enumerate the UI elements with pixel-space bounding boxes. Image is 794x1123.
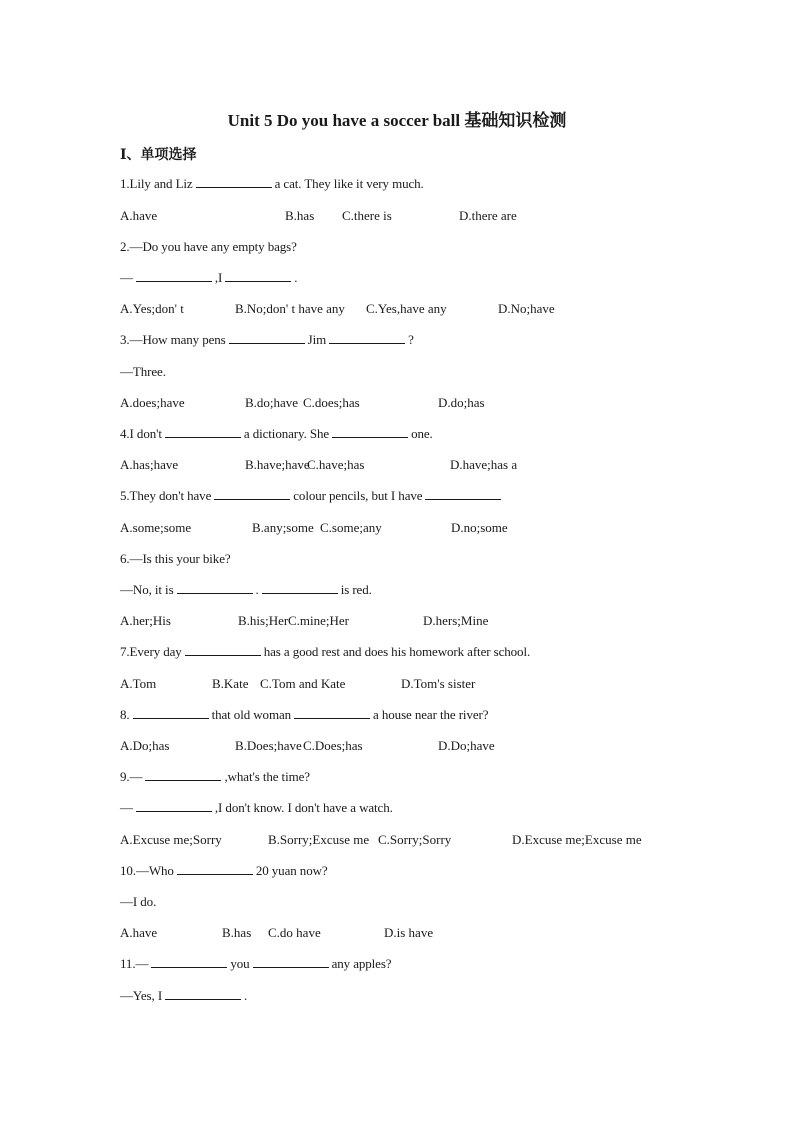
answer-blank[interactable]: [136, 800, 212, 812]
answer-blank[interactable]: [253, 956, 329, 968]
option-b[interactable]: B.Kate: [212, 676, 249, 691]
answer-blank[interactable]: [332, 426, 408, 438]
option-c[interactable]: C.have;has: [307, 457, 365, 472]
answer-blank[interactable]: [165, 988, 241, 1000]
answer-blank[interactable]: [136, 270, 212, 282]
question-4-stem: 4.I don't a dictionary. She one.: [120, 426, 433, 441]
option-d[interactable]: D.is have: [384, 925, 434, 940]
option-d[interactable]: D.No;have: [498, 301, 555, 316]
option-a[interactable]: A.Do;has: [120, 738, 170, 753]
option-a[interactable]: A.some;some: [120, 520, 192, 535]
option-b[interactable]: B.Does;have: [235, 738, 302, 753]
answer-blank[interactable]: [133, 707, 209, 719]
option-b[interactable]: B.do;have: [245, 395, 299, 410]
answer-blank[interactable]: [151, 956, 227, 968]
answer-blank[interactable]: [225, 270, 291, 282]
option-b[interactable]: B.any;some: [252, 520, 314, 535]
option-a[interactable]: A.does;have: [120, 395, 185, 410]
option-d[interactable]: D.Tom's sister: [401, 676, 476, 691]
question-5-stem: 5.They don't have colour pencils, but I have: [120, 488, 504, 504]
option-d[interactable]: D.do;has: [438, 395, 485, 410]
answer-blank[interactable]: [294, 707, 370, 719]
question-1-stem: 1.Lily and Liz a cat. They like it very much.: [120, 176, 424, 191]
question-11-reply: —Yes, I .: [120, 988, 248, 1003]
question-8-stem: 8. that old woman a house near the river?: [120, 707, 489, 722]
option-c[interactable]: C.mine;Her: [288, 613, 350, 628]
option-c[interactable]: C.do have: [268, 925, 321, 940]
question-3-stem: 3.—How many pens Jim ?: [120, 332, 414, 347]
answer-blank[interactable]: [329, 332, 405, 344]
option-b[interactable]: B.have;have: [245, 457, 310, 472]
option-b[interactable]: B.has: [285, 208, 315, 223]
option-c[interactable]: C.some;any: [320, 520, 382, 535]
answer-blank[interactable]: [165, 426, 241, 438]
option-c[interactable]: C.Tom and Kate: [260, 676, 346, 691]
option-a[interactable]: A.her;His: [120, 613, 171, 628]
option-c[interactable]: C.Sorry;Sorry: [378, 832, 452, 847]
answer-blank[interactable]: [425, 488, 501, 500]
question-2-reply: — ,I .: [120, 270, 298, 285]
option-b[interactable]: B.Sorry;Excuse me: [268, 832, 370, 847]
option-b[interactable]: B.No;don' t have any: [235, 301, 345, 316]
question-6-reply: —No, it is . is red.: [120, 582, 372, 597]
option-b[interactable]: B.his;Her: [238, 613, 289, 628]
answer-blank[interactable]: [229, 332, 305, 344]
option-a[interactable]: A.have: [120, 208, 158, 223]
question-9-stem: 9.— ,what's the time?: [120, 769, 310, 784]
option-a[interactable]: A.have: [120, 925, 158, 940]
option-c[interactable]: C.does;has: [303, 395, 360, 410]
answer-blank[interactable]: [262, 582, 338, 594]
option-d[interactable]: D.Do;have: [438, 738, 495, 753]
answer-blank[interactable]: [185, 644, 261, 656]
answer-blank[interactable]: [214, 488, 290, 500]
question-10-reply: —I do.: [120, 894, 157, 909]
option-a[interactable]: A.Excuse me;Sorry: [120, 832, 222, 847]
page-title: Unit 5 Do you have a soccer ball 基础知识检测: [227, 111, 567, 130]
option-d[interactable]: D.there are: [459, 208, 517, 223]
answer-blank[interactable]: [177, 582, 253, 594]
question-2-stem: 2.—Do you have any empty bags?: [120, 239, 297, 254]
answer-blank[interactable]: [177, 863, 253, 875]
question-9-reply: — ,I don't know. I don't have a watch.: [120, 800, 393, 815]
option-d[interactable]: D.have;has a: [450, 457, 518, 472]
section-heading: Ⅰ、单项选择: [120, 148, 197, 163]
option-d[interactable]: D.hers;Mine: [423, 613, 489, 628]
question-10-stem: 10.—Who 20 yuan now?: [120, 863, 328, 878]
option-b[interactable]: B.has: [222, 925, 252, 940]
option-c[interactable]: C.Does;has: [303, 738, 363, 753]
option-a[interactable]: A.Yes;don' t: [120, 301, 184, 316]
answer-blank[interactable]: [145, 769, 221, 781]
option-c[interactable]: C.Yes,have any: [366, 301, 447, 316]
question-7-stem: 7.Every day has a good rest and does his homework after school.: [120, 644, 531, 659]
option-d[interactable]: D.no;some: [451, 520, 508, 535]
option-a[interactable]: A.has;have: [120, 457, 179, 472]
option-c[interactable]: C.there is: [342, 208, 392, 223]
question-11-stem: 11.— you any apples?: [120, 956, 392, 971]
answer-blank[interactable]: [196, 176, 272, 188]
question-3-reply: —Three.: [120, 364, 166, 379]
option-d[interactable]: D.Excuse me;Excuse me: [512, 832, 642, 847]
question-6-stem: 6.—Is this your bike?: [120, 551, 231, 566]
option-a[interactable]: A.Tom: [120, 676, 157, 691]
